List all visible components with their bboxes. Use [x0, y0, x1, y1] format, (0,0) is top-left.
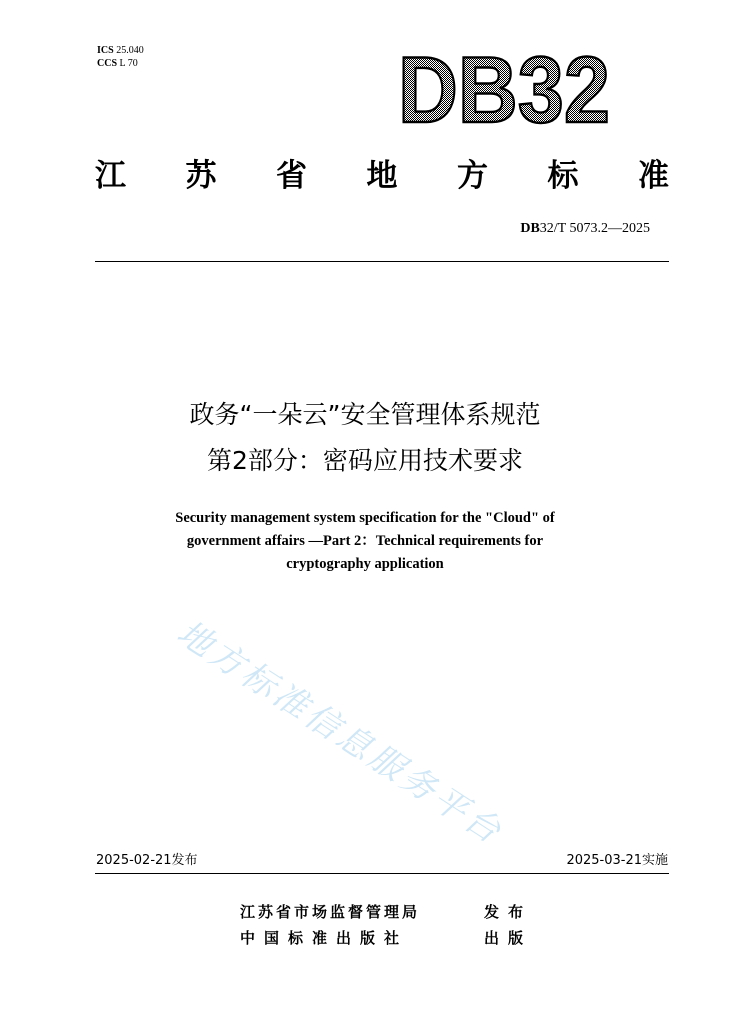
ics-code	[97, 44, 144, 57]
issue-date: 2025-02-21发布	[96, 853, 198, 868]
standard-type-char: 省	[276, 158, 307, 194]
title-en-line3: cryptography application	[286, 556, 444, 572]
publisher-action: 出版	[484, 929, 533, 947]
db32-logo	[396, 37, 612, 142]
ics-label: ICS	[97, 45, 114, 56]
top-divider	[95, 261, 669, 262]
ccs-value: L 70	[119, 58, 138, 69]
standard-type-heading	[95, 156, 669, 196]
standard-type-char: 江	[95, 158, 126, 194]
title-cn-line2: 第2部分：密码应用技术要求	[207, 446, 523, 475]
ccs-code	[97, 57, 144, 70]
issuer-action: 发布	[484, 903, 533, 921]
ccs-label: CCS	[97, 58, 118, 69]
standard-type-char: 准	[638, 158, 669, 194]
title-en-line2: government affairs —Part 2：Technical requirements for	[186, 533, 544, 549]
standard-type-char: 地	[366, 158, 398, 194]
title-en	[0, 507, 730, 576]
standard-type-char: 方	[457, 158, 488, 194]
standard-type-char: 标	[547, 158, 579, 194]
implementation-date: 2025-03-21实施	[566, 853, 668, 868]
bottom-divider	[95, 873, 669, 874]
db32-logo-text: DB32	[398, 37, 610, 142]
standard-number-value: 5073.2—2025	[566, 221, 650, 236]
publisher-name: 中国标准出版社	[240, 929, 409, 947]
ics-value: 25.040	[116, 45, 144, 56]
watermark: 地方标准信息服务平台	[169, 612, 511, 854]
issuer-name: 江苏省市场监督管理局	[240, 903, 421, 921]
title-cn-line1: 政务“一朵云”安全管理体系规范	[189, 400, 541, 429]
standard-number	[520, 220, 650, 238]
standard-number-body: 32/T	[539, 221, 566, 236]
title-en-line1: Security management system specification for the "Cloud" of	[175, 510, 555, 526]
standard-type-char: 苏	[185, 158, 217, 194]
classification-codes	[97, 44, 144, 70]
standard-number-prefix: DB	[520, 221, 540, 236]
